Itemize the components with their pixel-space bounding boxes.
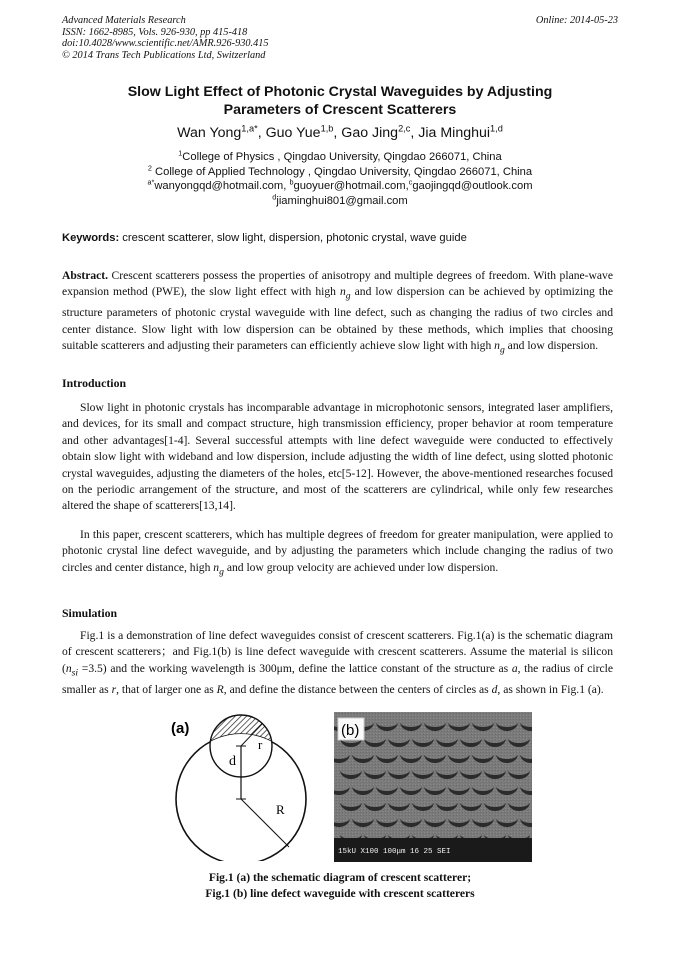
email-link[interactable]: gaojingqd@outlook.com (412, 180, 533, 193)
abstract: Abstract. Crescent scatterers possess the properties of anisotropy and multiple degrees of freedom. With plane-wave expansion method (PWE), the slow light effect with high $n_g$ and low dispersion can be achieved by optimizing the structure parameters of photonic crystal waveguide with line defect, such as changing the radius of two circles and center distance. Slow light with low dispersion can be obtained by these methods, which implies that choosing suitable scatterers and adjusting their parameters can efficiently achieve slow light with high $n_g$ and low dispersion. (62, 269, 613, 356)
doi: doi:10.4028/www.scientific.net/AMR.926-930.415 (62, 38, 269, 50)
label-r: r (258, 737, 263, 752)
paper-title: Slow Light Effect of Photonic Crystal Waveguides by Adjusting Parameters of Crescent Scatterers (127, 84, 553, 118)
keywords-text: crescent scatterer, slow light, dispersion, photonic crystal, wave guide (119, 232, 467, 244)
affiliation-1: $^1$College of Physics , Qingdao University, Qingdao 266071, China (178, 148, 502, 163)
author-name: Wan Yong (177, 125, 242, 141)
intro-paragraph-2: In this paper, crescent scatterers, which has multiple degrees of freedom for greater manipulation, were applied to photonic crystal line defect waveguide, and by adjusting the parameters which include changing the radius of two circles and center distance, high $n_g$ and low group velocity are achieved under low dispersion. (62, 528, 613, 578)
journal-name: Advanced Materials Research (62, 15, 186, 26)
email-link[interactable]: guoyuer@hotmail.com, (293, 180, 409, 193)
label-R: R (276, 802, 285, 817)
emails-2: $^d$jiaminghui801@gmail.com (272, 192, 408, 207)
issn: ISSN: 1662-8985, Vols. 926-930, pp 415-418 (62, 26, 248, 38)
copyright: © 2014 Trans Tech Publications Ltd, Switzerland (62, 49, 266, 61)
keywords (62, 232, 618, 244)
email-link[interactable]: wanyongqd@hotmail.com, (154, 180, 290, 193)
author-name: Jia Minghui (418, 125, 491, 141)
figure-a-label: (a) (171, 720, 190, 737)
sem-info-bar: 15kU X100 100μm 16 25 SEI (338, 848, 451, 856)
emails: $^{a*}$wanyongqd@hotmail.com, $^b$guoyuer@hotmail.com,$^c$gaojingqd@outlook.com (147, 177, 533, 193)
simulation-paragraph: Fig.1 is a demonstration of line defect waveguides consist of crescent scatterers. Fig.1(a) is the schematic diagram of crescent scatterers；and Fig.1(b) is line defect waveguide with crescent scatterers. Assume the material is silicon $(n_{si} =3.5)$ and the working wavelength is 300μm, define the lattice constant of the structure as a, the radius of circle smaller as r, that of larger one as R, and define the distance between the centers of circles as d, as shown in Fig.1 (a). (62, 629, 614, 696)
journal-header (62, 15, 618, 61)
figure-b-sem-image (334, 712, 532, 862)
affiliations (62, 150, 618, 208)
figure-a-crescent-schematic (170, 713, 316, 861)
author-name: Guo Yue (265, 125, 321, 141)
section-heading-simulation: Simulation (62, 606, 118, 620)
author-name: Gao Jing (341, 125, 399, 141)
figure-b-label: (b) (341, 722, 360, 739)
intro-paragraph-1: Slow light in photonic crystals has incomparable advantage in microphotonic sensors, integrated laser amplifiers, and devices, for its small and compact structure, high transmission efficiency, proper behavior at room temperature and other advantages[1-4]. Several successful attempts with line defect waveguide were conducted to effectively obtain slow light with wideband and low dispersion, include adjusting the width of line defect, using slotted photonic crystal waveguides, adjusting the diameters of the holes, etc[5-12]. However, the above-mentioned researches focused on the periodic arrangement of the structure, and most of the scatterers are cylindrical, while only few researches altered the shape of scatterers[13,14]. (62, 401, 613, 513)
author-list: Wan Yong$^{1,a*}$, Guo Yue$^{1,b}$, Gao Jing$^{2,c}$, Jia Minghui$^{1,d}$ (177, 123, 503, 141)
label-d: d (229, 754, 236, 769)
affiliation-2: $^2$ College of Applied Technology , Qingdao University, Qingdao 266071, China (147, 162, 533, 178)
email-link[interactable]: jiaminghui801@gmail.com (276, 194, 408, 207)
section-heading-introduction: Introduction (62, 376, 127, 390)
figure-caption: Fig.1 (a) the schematic diagram of crescent scatterer; Fig.1 (b) line defect waveguide with crescent scatterers (205, 871, 475, 900)
online-date: Online: 2014-05-23 (535, 15, 618, 26)
keywords-label: Keywords: (62, 232, 120, 244)
